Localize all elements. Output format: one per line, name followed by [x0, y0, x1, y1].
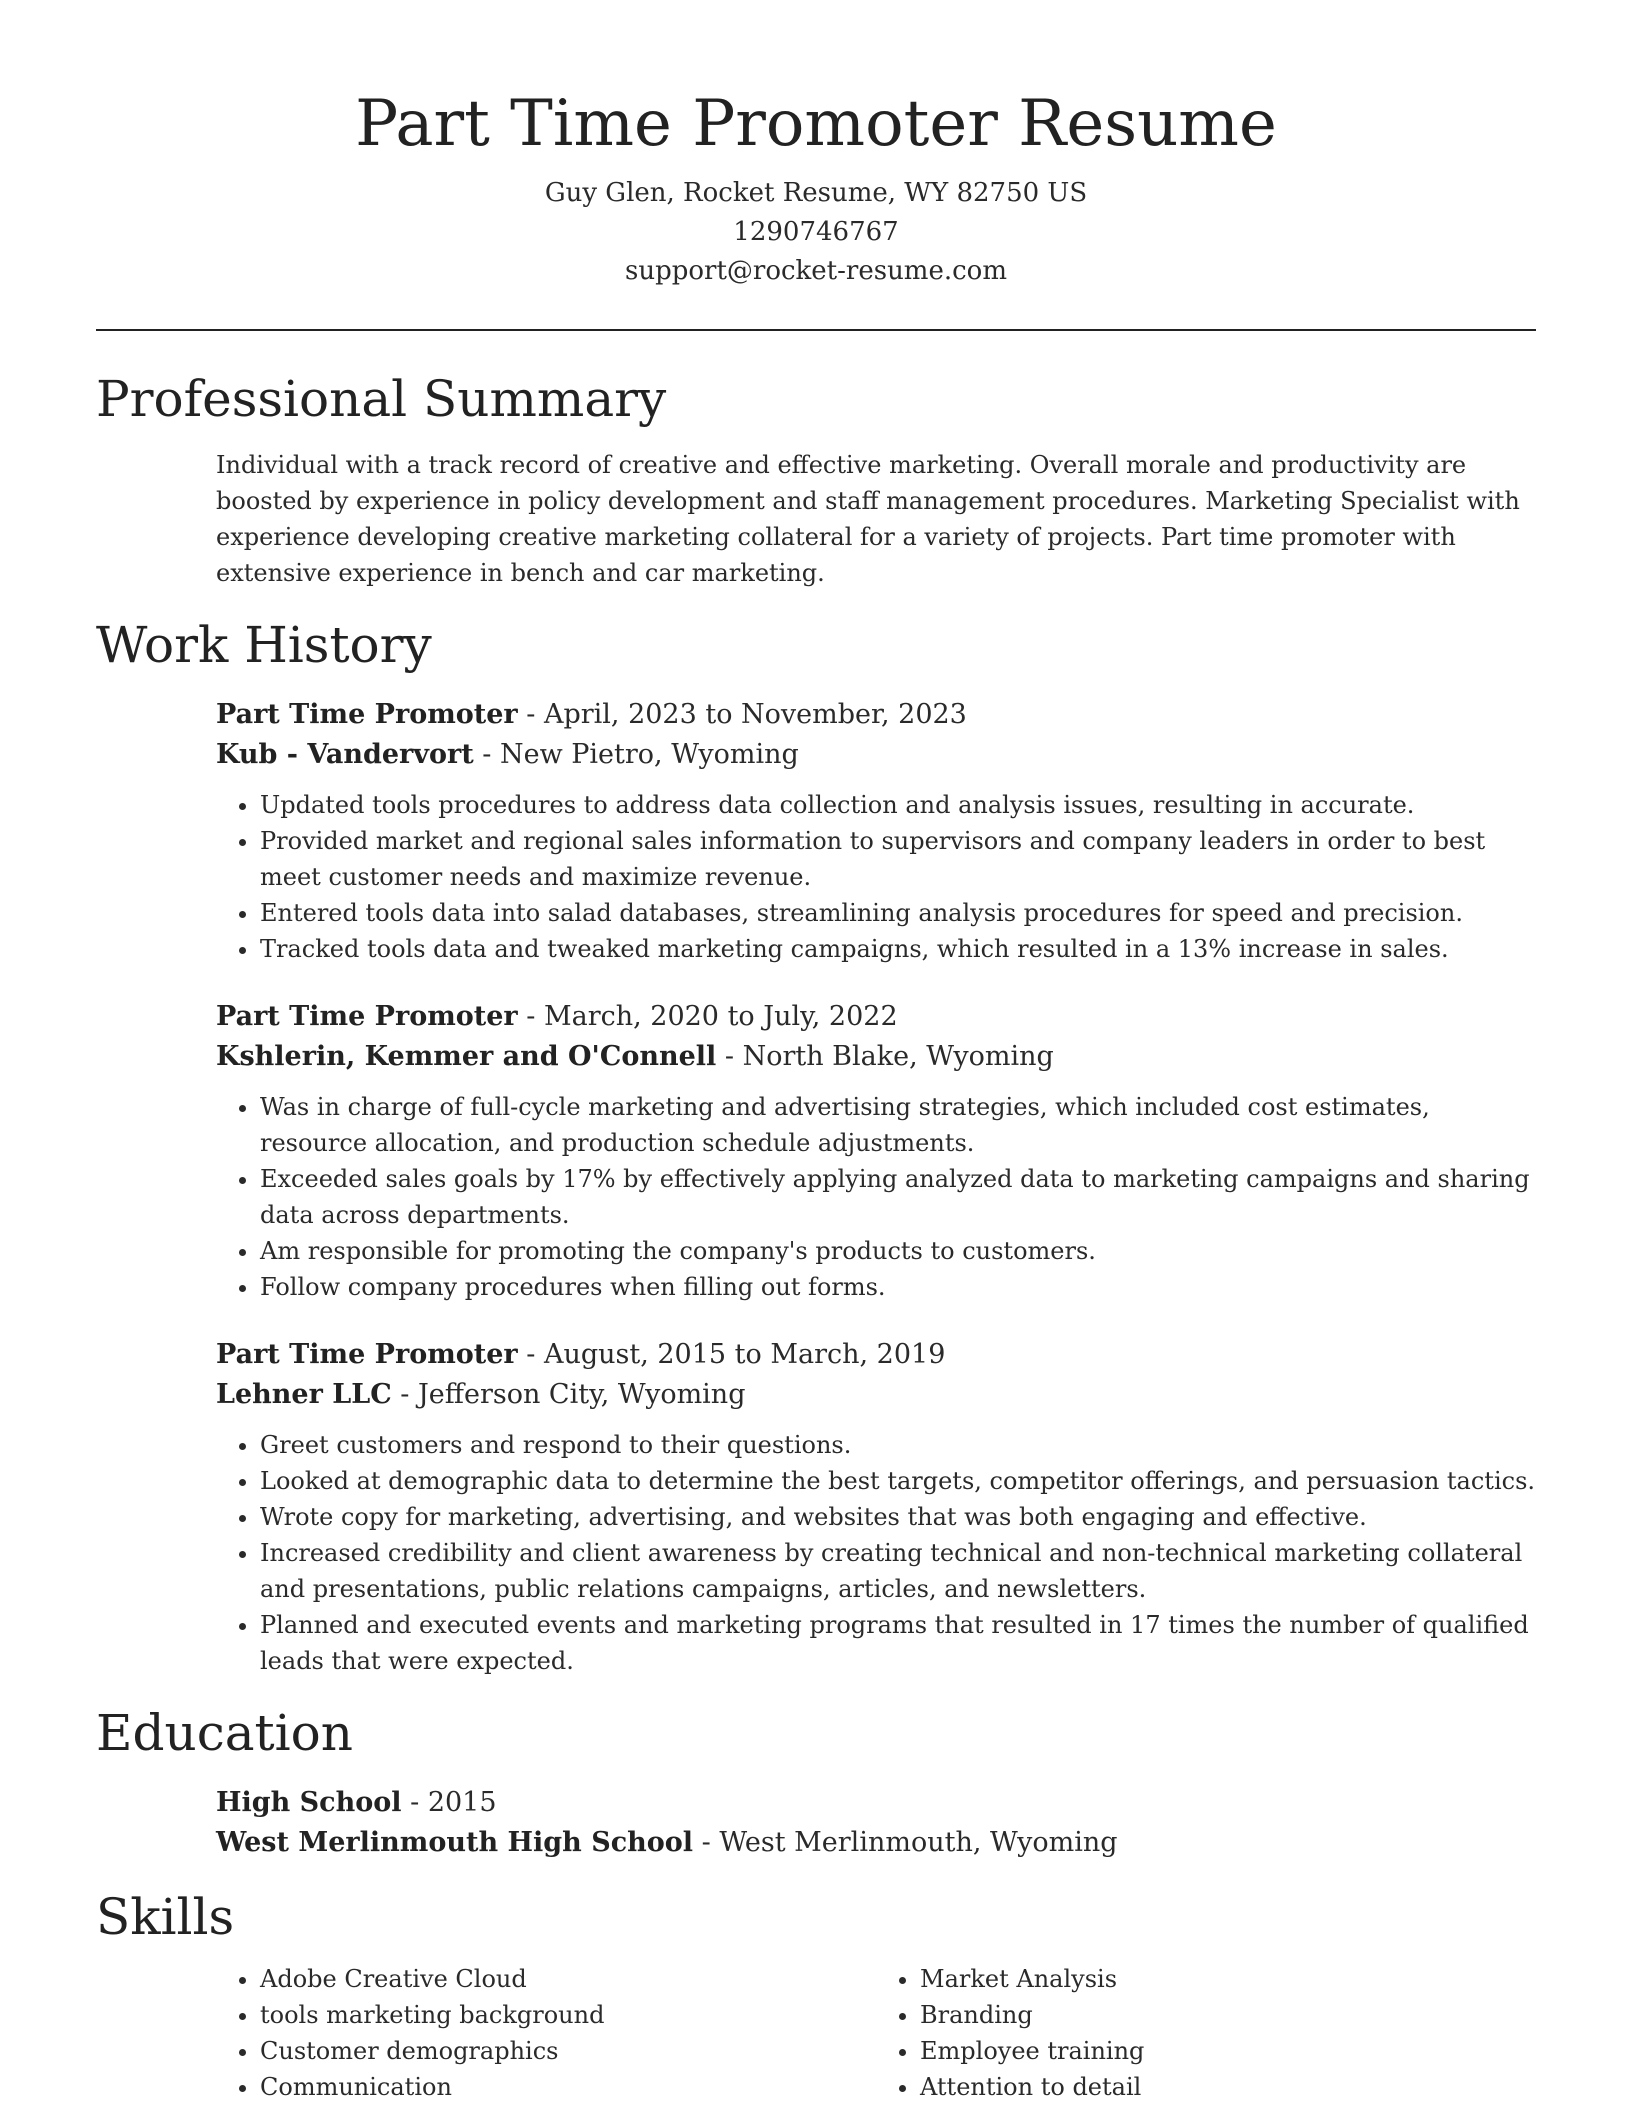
education-school-line — [216, 1823, 1536, 1863]
job-bullet: • Follow company procedures when filling out forms. — [260, 1269, 1536, 1305]
job-bullets — [216, 1089, 1536, 1305]
job-dates: - April, 2023 to November, 2023 — [517, 699, 967, 730]
skill-item: • tools marketing background — [260, 1997, 876, 2033]
skill-item: • Market Analysis — [920, 1961, 1536, 1997]
skills-section — [96, 1885, 1536, 2105]
education-heading: Education — [96, 1704, 353, 1762]
work-history-section — [96, 613, 1536, 1679]
job-bullet: • Was in charge of full-cycle marketing and advertising strategies, which included cost estimates, resource allocation, and production schedule adjustments. — [260, 1089, 1536, 1161]
skill-item: • Attention to detail — [920, 2069, 1536, 2105]
skill-item: • Adobe Creative Cloud — [260, 1961, 876, 1997]
job-title: Part Time Promoter — [216, 699, 518, 730]
job-bullet: • Wrote copy for marketing, advertising, and websites that was both engaging and effective. — [260, 1499, 1536, 1535]
job-title: Part Time Promoter — [216, 1339, 518, 1370]
education-location: - West Merlinmouth, Wyoming — [693, 1827, 1118, 1858]
skills-heading: Skills — [96, 1888, 235, 1946]
job-bullet: • Looked at demographic data to determine the best targets, competitor offerings, and persuasion tactics. — [260, 1463, 1536, 1499]
job-location: - New Pietro, Wyoming — [473, 739, 799, 770]
job-company-line — [216, 1037, 1536, 1077]
job-bullet: • Provided market and regional sales information to supervisors and company leaders in order to best meet customer needs and maximize revenue. — [260, 823, 1536, 895]
job-entry — [216, 1335, 1536, 1679]
job-location: - Jefferson City, Wyoming — [391, 1379, 746, 1410]
job-bullets — [216, 1427, 1536, 1679]
job-company-line — [216, 1375, 1536, 1415]
resume-title: Part Time Promoter Resume — [355, 87, 1277, 161]
job-company: Lehner LLC — [216, 1379, 392, 1410]
resume-header — [96, 0, 1536, 291]
education-school: West Merlinmouth High School — [216, 1827, 694, 1858]
job-bullet: • Tracked tools data and tweaked marketing campaigns, which resulted in a 13% increase in sales. — [260, 931, 1536, 967]
contact-phone: 1290746767 — [733, 217, 899, 247]
summary-heading: Professional Summary — [96, 370, 667, 428]
education-year: - 2015 — [401, 1787, 497, 1818]
job-bullet: • Updated tools procedures to address data collection and analysis issues, resulting in accurate. — [260, 787, 1536, 823]
job-company: Kub - Vandervort — [216, 739, 474, 770]
resume-page — [96, 0, 1536, 2105]
skill-item: • Employee training — [920, 2033, 1536, 2069]
skills-columns — [216, 1961, 1536, 2105]
job-entry — [216, 695, 1536, 967]
job-title: Part Time Promoter — [216, 1001, 518, 1032]
job-bullet: • Entered tools data into salad databases, streamlining analysis procedures for speed and precision. — [260, 895, 1536, 931]
job-bullet: • Planned and executed events and marketing programs that resulted in 17 times the number of qualified leads that were expected. — [260, 1607, 1536, 1679]
education-degree: High School — [216, 1787, 402, 1818]
summary-section — [96, 367, 1536, 591]
job-title-line — [216, 997, 1536, 1037]
skills-list-right — [876, 1961, 1536, 2105]
job-company: Kshlerin, Kemmer and O'Connell — [216, 1041, 717, 1072]
job-entry — [216, 997, 1536, 1305]
contact-info — [96, 174, 1536, 291]
job-dates: - March, 2020 to July, 2022 — [517, 1001, 898, 1032]
skill-item: • Customer demographics — [260, 2033, 876, 2069]
job-bullet: • Greet customers and respond to their questions. — [260, 1427, 1536, 1463]
job-company-line — [216, 735, 1536, 775]
contact-email: support@rocket-resume.com — [624, 256, 1007, 286]
job-title-line — [216, 1335, 1536, 1375]
summary-text: Individual with a track record of creative and effective marketing. Overall morale and productivity are boosted by experience in policy development and staff management procedures. Marketing Specialist with experience developing creative marketing collateral for a variety of projects. Part time promoter with extensive experience in bench and car marketing. — [216, 451, 1520, 587]
skill-item: • Communication — [260, 2069, 876, 2105]
job-bullet: • Am responsible for promoting the company's products to customers. — [260, 1233, 1536, 1269]
job-dates: - August, 2015 to March, 2019 — [517, 1339, 946, 1370]
job-title-line — [216, 695, 1536, 735]
job-bullets — [216, 787, 1536, 967]
education-section — [96, 1701, 1536, 1863]
skill-item: • Branding — [920, 1997, 1536, 2033]
education-entry — [216, 1783, 1536, 1863]
work-history-heading: Work History — [96, 616, 432, 674]
job-bullet: • Increased credibility and client awareness by creating technical and non-technical marketing collateral and presentations, public relations campaigns, articles, and newsletters. — [260, 1535, 1536, 1607]
job-bullet: • Exceeded sales goals by 17% by effectively applying analyzed data to marketing campaigns and sharing data across departments. — [260, 1161, 1536, 1233]
contact-address: Guy Glen, Rocket Resume, WY 82750 US — [544, 178, 1088, 208]
header-divider — [96, 329, 1536, 331]
education-degree-line — [216, 1783, 1536, 1823]
skills-list-left — [216, 1961, 876, 2105]
job-location: - North Blake, Wyoming — [716, 1041, 1054, 1072]
